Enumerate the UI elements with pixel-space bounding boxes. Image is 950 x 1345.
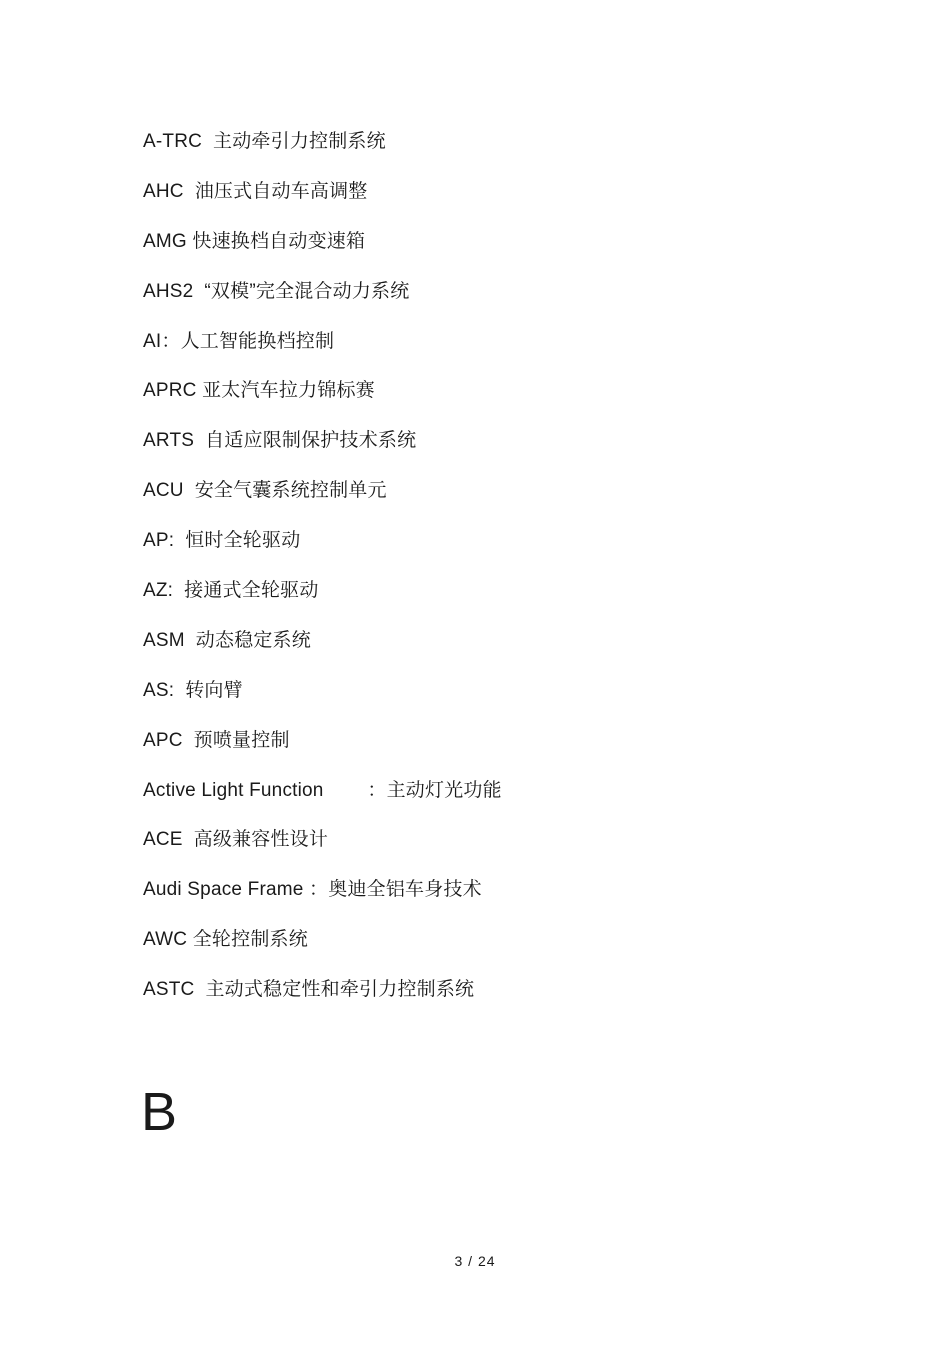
entry-separator [193,278,204,306]
glossary-entry [143,976,502,1026]
entry-definition: 人工智能换档控制 [180,330,335,352]
glossary-entry [143,178,502,228]
glossary-entry [143,777,502,827]
entry-term: ASM [143,629,185,651]
glossary-entry [143,727,502,777]
entry-definition: 主动式稳定性和牵引力控制系统 [205,979,475,1001]
page-number: 3 / 24 [454,1253,496,1269]
entry-definition: “双模”完全混合动力系统 [204,280,410,302]
entry-definition: 油压式自动车高调整 [194,180,368,202]
entry-separator: ： [161,330,181,352]
glossary-entry [143,677,502,727]
glossary-entry [143,826,502,876]
entry-separator [194,427,205,455]
glossary-entry [143,128,502,178]
entry-term: ASTC [143,979,195,1001]
entry-definition: 转向臂 [185,679,243,701]
entry-term: AHS2 [143,280,194,302]
entry-term: A-TRC [143,131,203,152]
entry-term: Audi Space Frame [143,879,304,901]
entry-definition: 快速换档自动变速箱 [192,230,366,252]
entry-term: AI [143,330,162,352]
glossary-entry [143,328,502,378]
entry-separator [184,477,195,505]
entry-term: AWC [143,929,188,951]
entry-definition: 预喷量控制 [193,729,290,751]
section-heading: B [141,1082,178,1142]
entry-definition: 亚太汽车拉力锦标赛 [202,380,375,402]
glossary-entry [143,627,502,677]
glossary-entry [143,926,502,976]
entry-definition: 主动牵引力控制系统 [213,131,386,152]
entry-definition: 奥迪全铝车身技术 [328,879,482,901]
entry-separator [202,128,213,156]
entry-definition: 主动灯光功能 [386,779,502,801]
entry-term: AMG [143,230,187,252]
entry-separator [174,677,185,705]
entry-separator: ： [303,879,329,901]
entry-separator [184,178,195,206]
glossary-entry [143,278,502,328]
entry-separator [174,527,185,555]
glossary-entry [143,527,502,577]
entry-term: Active Light Function [143,779,324,801]
glossary-list [143,128,502,1026]
glossary-entry [143,876,502,926]
entry-term: ACU [143,480,184,502]
entry-separator [194,976,205,1004]
entry-separator [173,577,184,605]
entry-definition: 自适应限制保护技术系统 [205,430,417,452]
entry-term: ARTS [143,430,195,452]
entry-separator: ： [323,779,387,801]
glossary-entry [143,228,502,278]
entry-definition: 高级兼容性设计 [193,829,329,851]
entry-term: AP: [143,530,175,552]
entry-definition: 恒时全轮驱动 [185,530,301,552]
glossary-entry [143,427,502,477]
entry-separator [183,826,194,854]
entry-term: ACE [143,829,183,851]
glossary-entry [143,477,502,527]
entry-term: AZ: [143,580,174,602]
glossary-entry [143,377,502,427]
entry-term: AS: [143,679,175,701]
glossary-entry [143,577,502,627]
entry-term: AHC [143,180,184,202]
entry-term: APRC [143,380,197,402]
entry-separator [183,727,194,755]
entry-term: APC [143,729,183,751]
entry-definition: 全轮控制系统 [192,929,308,951]
entry-definition: 接通式全轮驱动 [184,580,319,602]
entry-definition: 动态稳定系统 [195,629,311,651]
entry-separator [185,627,196,655]
entry-definition: 安全气囊系统控制单元 [194,480,387,502]
